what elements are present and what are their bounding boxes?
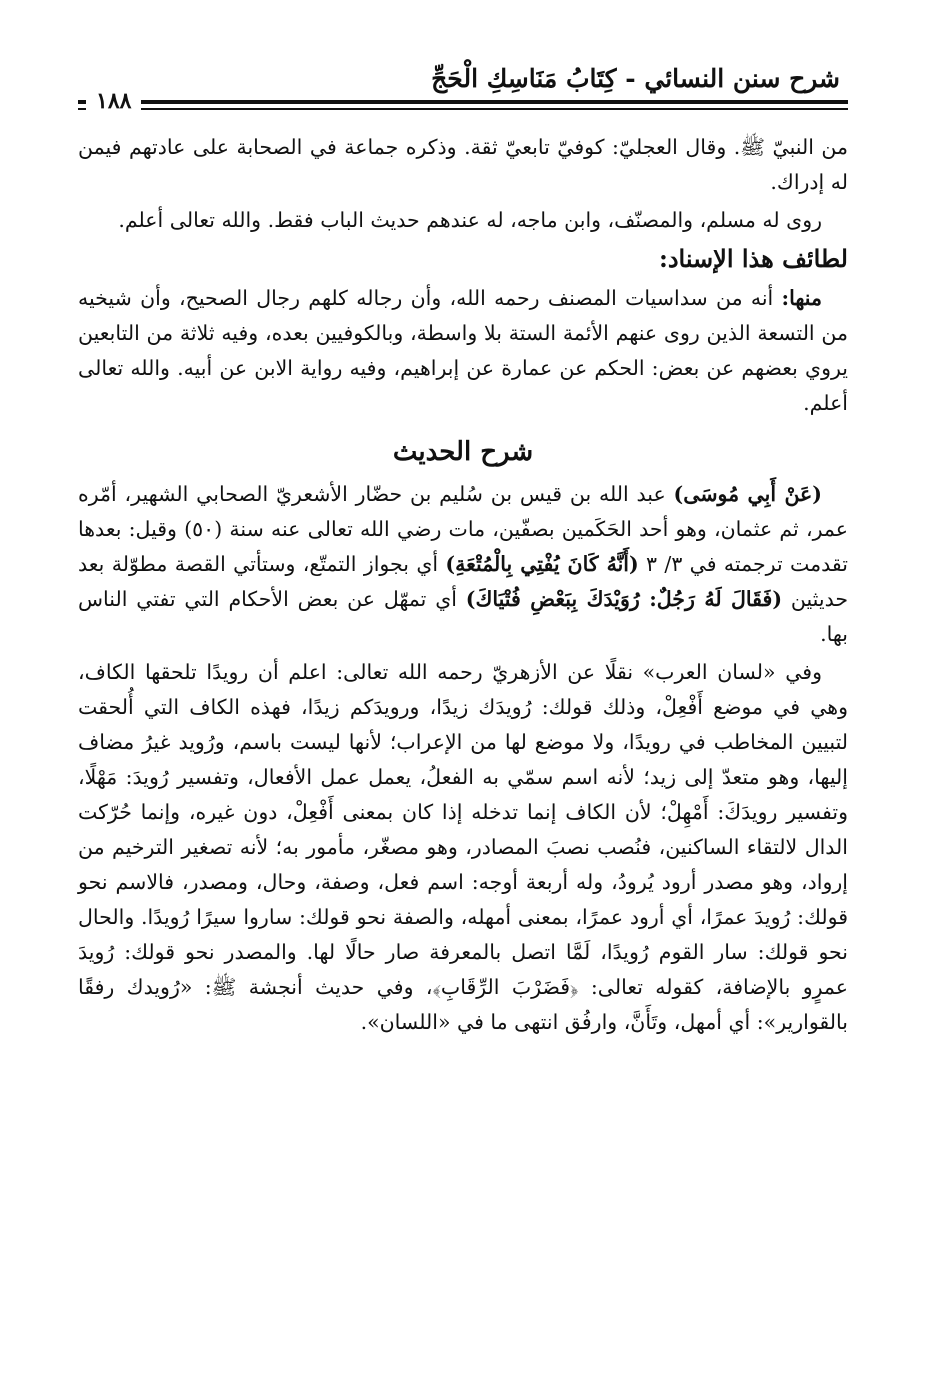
header-rule-thin [78,108,848,110]
sharh-text-3: أي تمهّل عن بعض الأحكام التي تفتي الناس بها. [78,587,848,646]
paragraph-sharh-1 [78,477,848,652]
lataif-lead: منها: [781,286,822,310]
sharh-text-1: عبد الله بن قيس بن سُليم بن حضّار الأشعريّ الصحابي الشهير، أمّره عمر، ثم عثمان، وهو أحد الحَكَمين بصفّين، مات رضي الله تعالى عنه سنة (٥٠) وقيل: بعدها تقدمت ترجمته في ٣/ ٣ [78,482,848,576]
hadith-quote-3: (فَقَالَ لَهُ رَجُلٌ: رُوَيْدَكَ بِبَعْضِ فُتْيَاكَ) [465,587,783,611]
paragraph-lisan-al-arab: وفي «لسان العرب» نقلًا عن الأزهريّ رحمه الله تعالى: اعلم أن رويدًا تلحقها الكاف، وهي في موضع أَفْعِلْ، وذلك قولك: رُويدَك زيدًا، ورويدَكم زيدًا، فهذه الكاف التي أُلحقت لتبيين المخاطب في رويدًا، ولا موضع لها من الإعراب؛ لأنها ليست باسم، ورُويد غيرُ مضاف إليها، وهو متعدّ إلى زيد؛ لأنه اسم سمّي به الفعلُ، يعمل عمل الأفعال، وتفسير رُويدَ: مَهْلًا، وتفسير رويدَكَ: أَمْهِلْ؛ لأن الكاف إنما تدخله إذا كان بمعنى أَفْعِلْ، دون غيره، وإنما حُرّكت الدال لالتقاء الساكنين، فنُصب نصبَ المصادر، وهو مصغّر، مأمور به؛ لأنه تصغير الترخيم من إرواد، وهو مصدر أرود يُرودُ، وله أربعة أوجه: اسم فعل، وصفة، وحال، ومصدر، فالاسم نحو قولك: رُويدَ عمرًا، أي أرود عمرًا، بمعنى أمهله، والصفة نحو قولك: ساروا سيرًا رُويدًا. والحال نحو قولك: سار القوم رُويدًا، لَمَّا اتصل بالمعرفة صار حالًا لها. والمصدر نحو قولك: رُويدَ عمرٍو بالإضافة، كقوله تعالى: ﴿فَضَرْبَ الرِّقَابِ﴾، وفي حديث أنجشة ﷺ: «رُويدك رفقًا بالقوارير»: أي أمهل، وتَأَنَّ، وارفُق انتهى ما في «اللسان». [78,660,848,1034]
paragraph-continuation: من النبيّ ﷺ. وقال العجليّ: كوفيّ تابعيّ ثقة. وذكره جماعة في الصحابة على عادتهم فيمن له إدراك. [78,135,848,194]
hadith-quote-1: (عَنْ أَبِي مُوسَى) [673,482,822,506]
book-page [78,58,848,1348]
page-header [78,58,848,130]
header-rule-thick [78,100,848,104]
paragraph-narrators: روى له مسلم، والمصنّف، وابن ماجه، له عندهم حديث الباب فقط. والله تعالى أعلم. [118,208,822,232]
running-title: شرح سنن النسائي - كِتَابُ مَنَاسِكِ الْحَجِّ [431,64,840,93]
paragraph-lataif [78,281,848,421]
sharh-text-2: أي بجواز التمتّع، وستأتي القصة مطوّلة بعد حديثين [78,552,848,611]
page-body [78,130,848,1040]
lataif-text: أنه من سداسيات المصنف رحمه الله، وأن رجاله كلهم رجال الصحيح، وأن شيخيه من التسعة الذين روى عنهم الأئمة الستة بلا واسطة، وبالكوفيين بعده، وفيه ثلاثة من التابعين يروي بعضهم عن بعض: الحكم عن عمارة عن إبراهيم، وفيه رواية الابن عن أبيه. والله تعالى أعلم. [78,286,848,415]
section-heading-sharh: شرح الحديث [392,437,534,467]
section-heading-lataif: لطائف هذا الإسناد: [658,244,848,273]
page-number: ١٨٨ [86,88,141,114]
hadith-quote-2: (أَنَّهُ كَانَ يُفْتِي بِالْمُتْعَةِ) [445,552,639,576]
